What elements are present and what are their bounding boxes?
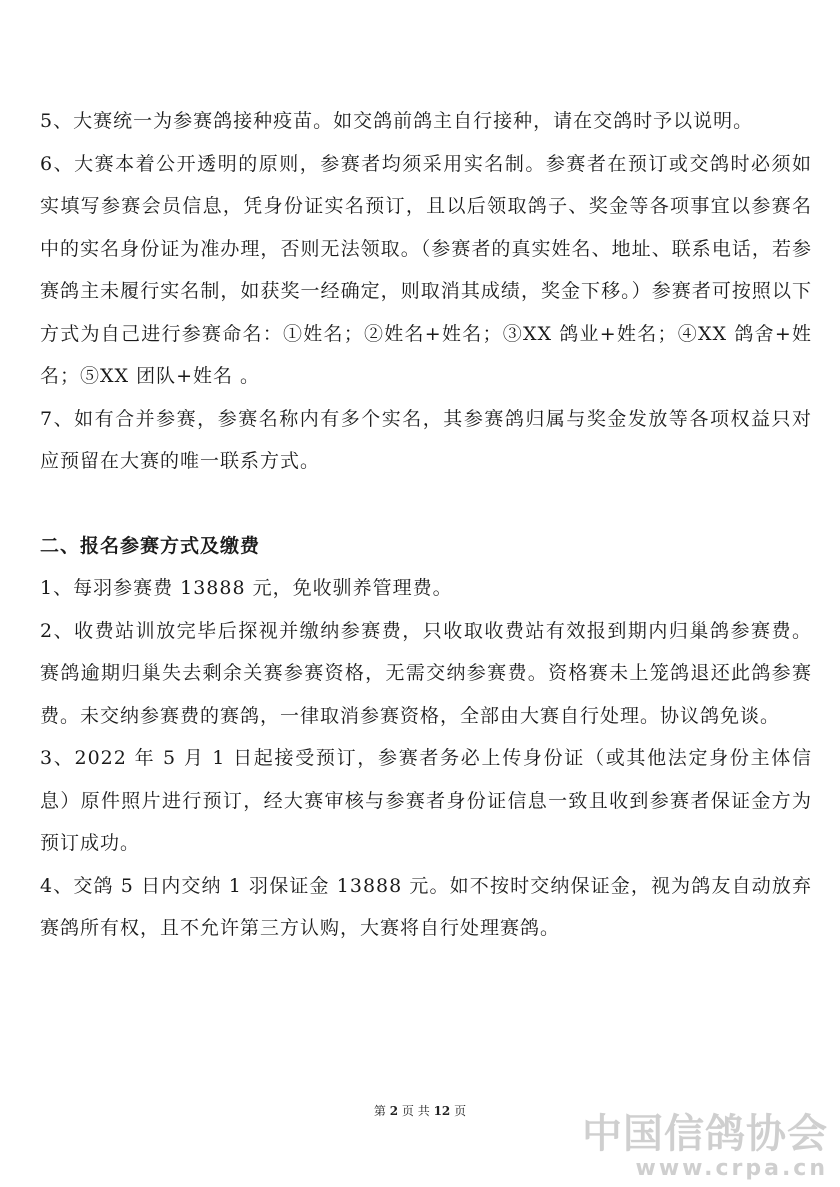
site-watermark	[582, 1112, 828, 1182]
paragraph-fee-3: 3、2022 年 5 月 1 日起接受预订，参赛者务必上传身份证（或其他法定身份主体信息）原件照片进行预订，经大赛审核与参赛者身份证信息一致且收到参赛者保证金方为预订成功。	[40, 747, 812, 854]
paragraph-item-6: 6、大赛本着公开透明的原则，参赛者均须采用实名制。参赛者在预订或交鸽时必须如实填写参赛会员信息，凭身份证实名预订，且以后领取鸽子、奖金等各项事宜以参赛名中的实名身份证为准办理，否则无法领取。（参赛者的真实姓名、地址、联系电话，若参赛鸽主未履行实名制，如获奖一经确定，则取消其成绩，奖金下移。）参赛者可按照以下方式为自己进行参赛命名：①姓名；②姓名+姓名；③XX 鸽业+姓名；④XX 鸽舍+姓名；⑤XX 团队+姓名 。	[40, 152, 812, 387]
footer-suffix: 页	[454, 1104, 467, 1118]
section-spacer	[40, 483, 812, 525]
paragraph-item-5: 5、大赛统一为参赛鸽接种疫苗。如交鸽前鸽主自行接种，请在交鸽时予以说明。	[40, 110, 754, 132]
section-heading: 二、报名参赛方式及缴费	[40, 534, 261, 557]
paragraph-fee-1: 1、每羽参赛费 13888 元，免收驯养管理费。	[40, 577, 453, 599]
paragraph-fee-2: 2、收费站训放完毕后探视并缴纳参赛费，只收取收费站有效报到期内归巢鸽参赛费。赛鸽逾期归巢失去剩余关赛参赛资格，无需交纳参赛费。资格赛未上笼鸽退还此鸽参赛费。未交纳参赛费的赛鸽，一律取消参赛资格，全部由大赛自行处理。协议鸽免谈。	[40, 619, 812, 727]
footer-total-pages: 12	[433, 1104, 451, 1118]
watermark-title: 中国信鸽协会	[582, 1111, 828, 1157]
document-body	[40, 100, 812, 950]
footer-page-number: 2	[389, 1104, 399, 1118]
footer-prefix: 第	[373, 1104, 386, 1118]
watermark-url: www.crpa.cn	[635, 1156, 828, 1181]
paragraph-item-7: 7、如有合并参赛，参赛名称内有多个实名，其参赛鸽归属与奖金发放等各项权益只对应预留在大赛的唯一联系方式。	[40, 407, 812, 472]
paragraph-fee-4: 4、交鸽 5 日内交纳 1 羽保证金 13888 元。如不按时交纳保证金，视为鸽友自动放弃赛鸽所有权，且不允许第三方认购，大赛将自行处理赛鸽。	[40, 874, 812, 939]
footer-middle: 页 共	[401, 1104, 430, 1118]
